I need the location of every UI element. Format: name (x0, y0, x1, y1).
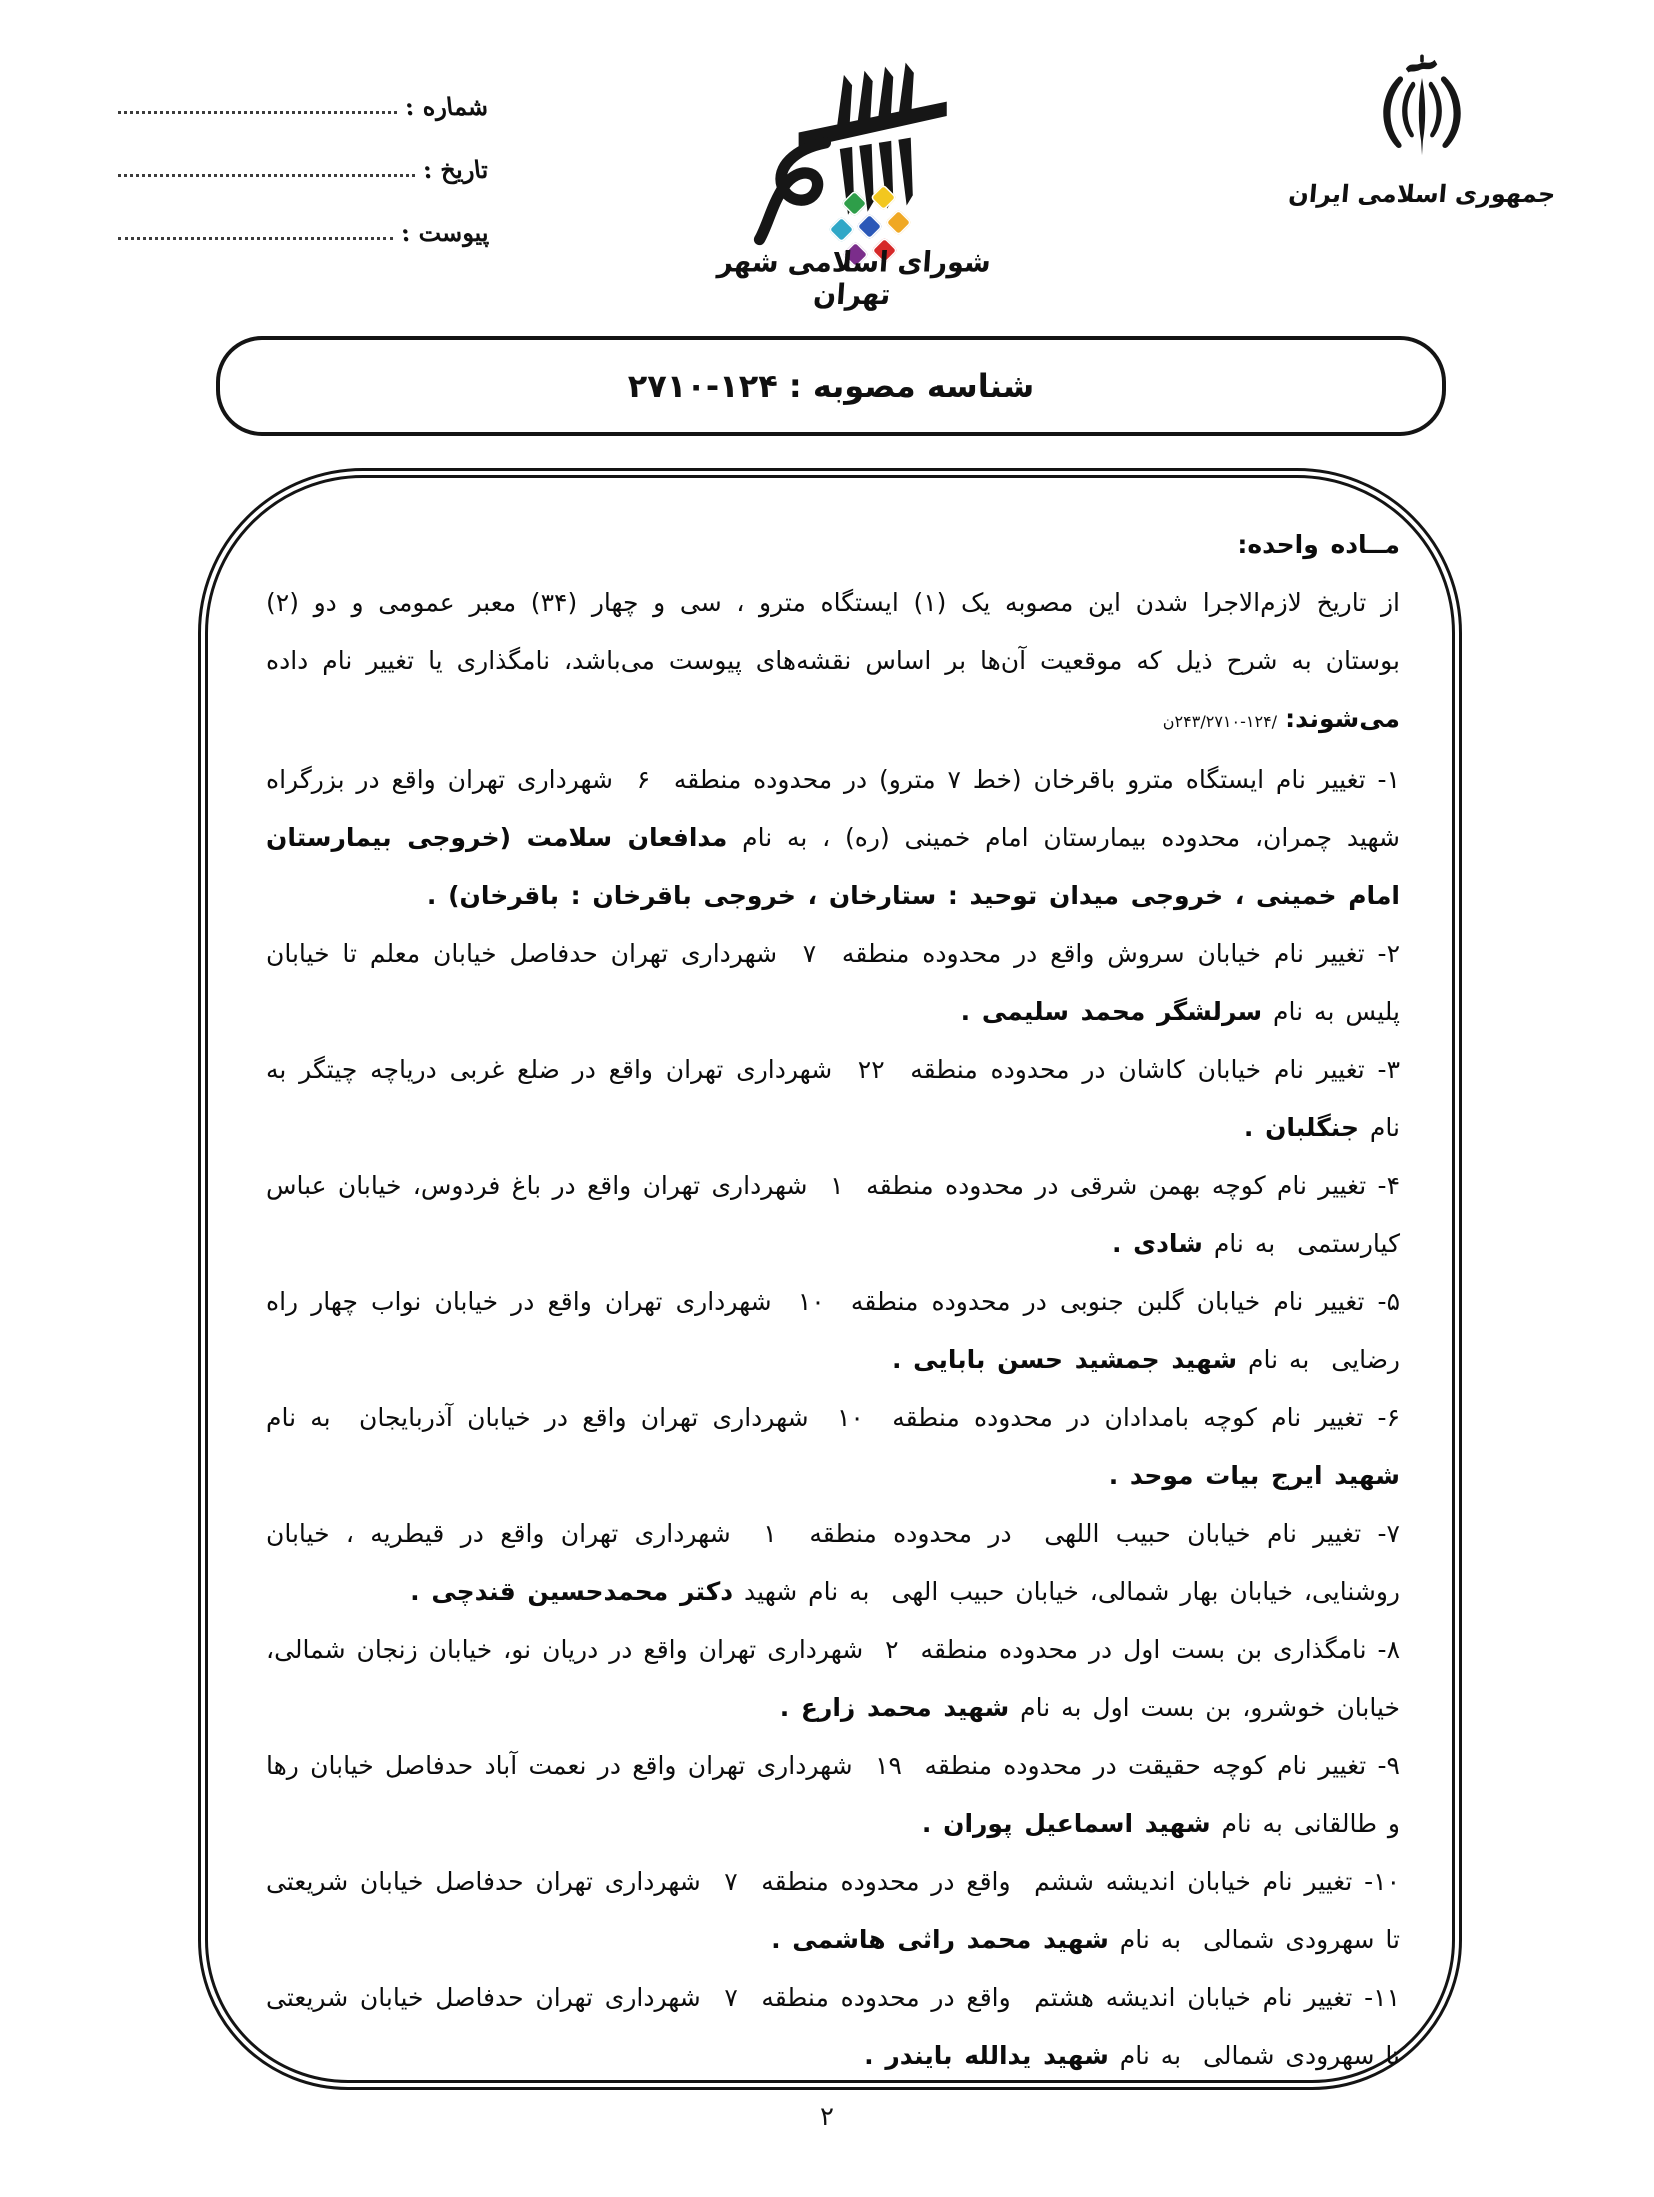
item-text: تغییر نام کوچه بهمن شرقی در محدوده منطقه ۱ شهرداری تهران واقع در باغ فردوس، خیابان عباس کیارستمی به نام (266, 1171, 1400, 1258)
resolution-item-3 (266, 1041, 1400, 1157)
item-text: نامگذاری بن بست اول در محدوده منطقه ۲ شهرداری تهران واقع در دریان نو، خیابان زنجان شمالی، خیابان خوشرو، بن بست اول به نام (266, 1635, 1400, 1722)
item-new-name: شهید یدالله بایندر (885, 2041, 1109, 2070)
resolution-item-6 (266, 1389, 1400, 1505)
item-new-name: شهید اسماعیل پوران (943, 1809, 1211, 1838)
dotted-line (118, 173, 415, 177)
item-number: ۱۰- (1364, 1867, 1400, 1896)
item-new-name: دکتر محمدحسین قندچی (431, 1577, 734, 1606)
resolution-item-1 (266, 751, 1400, 925)
single-article-heading: مــاده واحده: (1237, 530, 1400, 559)
item-text: تغییر نام ایستگاه مترو باقرخان (خط ۷ مترو) در محدوده منطقه ۶ شهرداری تهران واقع در بزرگراه شهید چمران، محدوده بیمارستان امام خمینی (ره) ، به نام (266, 765, 1400, 852)
form-field-label: پيوست : (399, 218, 490, 247)
item-text: تغییر نام خیابان سروش واقع در محدوده منطقه ۷ شهرداری تهران حدفاصل خیابان معلم تا خیابان پلیس به نام (266, 939, 1400, 1026)
item-number: ۷- (1377, 1519, 1400, 1548)
council-name: شورای اسلامی شهر تهران (716, 246, 992, 312)
iran-emblem (1272, 52, 1572, 237)
item-number: ۶- (1377, 1403, 1400, 1432)
reference-number: /۱۲۴-۲۴۳/۲۷۱۰ن (1162, 712, 1286, 731)
item-number: ۲- (1377, 939, 1400, 968)
item-end: . (779, 1693, 801, 1722)
form-field-label: شماره : (403, 92, 490, 121)
item-text: تغییر نام خیابان کاشان در محدوده منطقه ۲۲ شهرداری تهران واقع در ضلع غربی دریاچه چیتگر به نام (266, 1055, 1400, 1142)
item-new-name: شهید جمشید حسن بابایی (913, 1345, 1238, 1374)
item-new-name: شادی (1133, 1229, 1203, 1258)
form-field-attachment (116, 184, 488, 247)
item-new-name: مدافعان سلامت (خروجی بیمارستان امام خمینی ، خروجی میدان توحید : ستارخان ، خروجی باقرخان : باقرخان) (266, 823, 1400, 910)
item-number: ۴- (1377, 1171, 1400, 1200)
resolution-id-box (216, 336, 1446, 436)
iran-emblem-icon (1368, 52, 1476, 174)
item-new-name: شهید ایرج بیات موحد (1129, 1461, 1400, 1490)
item-end: . (960, 997, 982, 1026)
resolution-item-10 (266, 1853, 1400, 1969)
republic-title: جمهوری اسلامی ایران (1287, 180, 1557, 208)
resolution-item-2 (266, 925, 1400, 1041)
resolution-item-5 (266, 1273, 1400, 1389)
item-number: ۳- (1377, 1055, 1400, 1084)
header-form-fields (116, 58, 488, 247)
intro-bold: می‌شوند: (1285, 704, 1400, 733)
intro-text: از تاریخ لازم‌الاجرا شدن این مصوبه یک (۱) ایستگاه مترو ، سی و چهار (۳۴) معبر عمومی و دو (۲) بوستان به شرح ذیل که موقعیت آن‌ها بر اساس نقشه‌های پیوست می‌باشد، نامگذاری یا تغییر نام داده (266, 588, 1400, 675)
item-text: تغییر نام خیابان اندیشه ششم واقع در محدوده منطقه ۷ شهرداری تهران حدفاصل خیابان شریعتی تا سهرودی شمالی به نام (266, 1867, 1400, 1954)
resolution-item-8 (266, 1621, 1400, 1737)
item-text: تغییر نام کوچه بامدادان در محدوده منطقه ۱۰ شهرداری تهران واقع در خیابان آذربایجان به نام (266, 1403, 1378, 1432)
item-end: . (921, 1809, 944, 1838)
form-field-date (116, 121, 488, 184)
item-end: . (410, 1577, 432, 1606)
item-text: تغییر نام خیابان گلبن جنوبی در محدوده منطقه ۱۰ شهرداری تهران واقع در خیابان نواب چهار راه رضایی به نام (266, 1287, 1400, 1374)
item-new-name: شهید محمد زارع (800, 1693, 1010, 1722)
item-number: ۹- (1377, 1751, 1400, 1780)
resolution-id-text: شناسه مصوبه : ۱۲۴-۲۷۱۰ (627, 367, 1035, 405)
item-new-name: جنگلبان (1265, 1113, 1359, 1142)
item-end: . (864, 2041, 886, 2070)
item-end: . (1243, 1113, 1266, 1142)
form-field-number (116, 58, 488, 121)
item-number: ۱۱- (1364, 1983, 1401, 2012)
council-logo (688, 42, 1018, 310)
dotted-line (118, 110, 397, 114)
item-number: ۱- (1377, 765, 1401, 794)
item-end: . (891, 1345, 914, 1374)
item-text: تغییر نام کوچه حقیقت در محدوده منطقه ۱۹ شهرداری تهران واقع در نعمت آباد حدفاصل خیابان رها و طالقانی به نام (266, 1751, 1400, 1838)
page-number: ۲ (820, 2102, 834, 2132)
resolution-text (266, 516, 1400, 2085)
item-end: . (1111, 1229, 1134, 1258)
item-new-name: سرلشگر محمد سلیمی (981, 997, 1263, 1026)
resolution-item-9 (266, 1737, 1400, 1853)
item-text: تغییر نام خیابان اندیشه هشتم واقع در محدوده منطقه ۷ شهرداری تهران حدفاصل خیابان شریعتی تا سهرودی شمالی به نام (266, 1983, 1400, 2070)
resolution-body-box (198, 468, 1462, 2090)
dotted-line (118, 236, 393, 240)
resolution-item-7 (266, 1505, 1400, 1621)
form-field-label: تاريخ : (421, 155, 490, 184)
item-new-name: شهید محمد راثی هاشمی (792, 1925, 1109, 1954)
item-end: . (1108, 1461, 1130, 1490)
item-text: تغییر نام خیابان حبیب اللهی در محدوده منطقه ۱ شهرداری تهران واقع در قیطریه ، خیابان روشنایی، خیابان بهار شمالی، خیابان حبیب الهی به نام شهید (266, 1519, 1400, 1606)
item-number: ۸- (1377, 1635, 1400, 1664)
resolution-item-4 (266, 1157, 1400, 1273)
item-number: ۵- (1377, 1287, 1400, 1316)
item-end: . (771, 1925, 793, 1954)
item-end: . (426, 881, 449, 910)
resolution-item-11 (266, 1969, 1400, 2085)
intro-paragraph (266, 574, 1400, 751)
